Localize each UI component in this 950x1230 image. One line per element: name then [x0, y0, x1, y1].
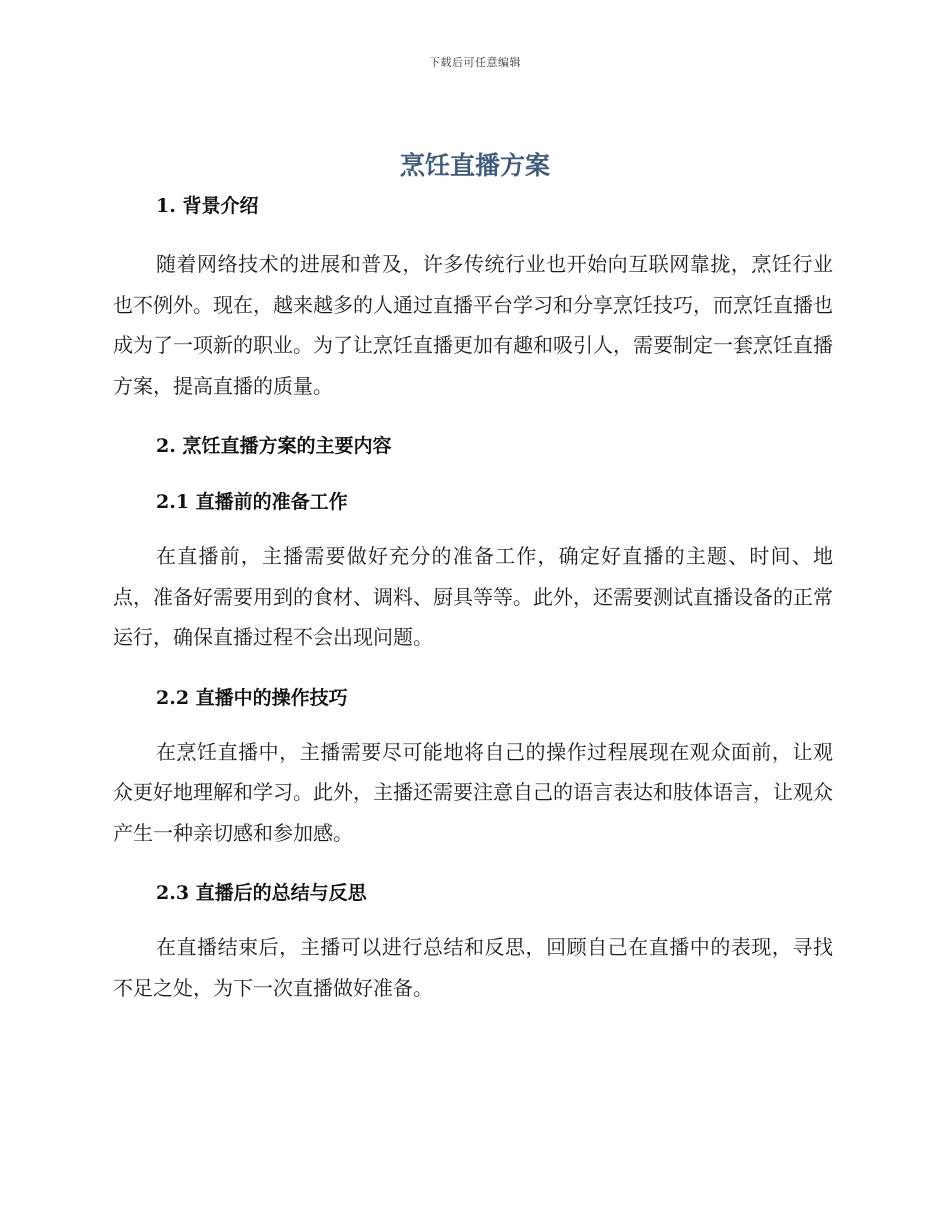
section-paragraph-preparation: 在直播前，主播需要做好充分的准备工作，确定好直播的主题、时间、地点，准备好需要用到的食材、调料、厨具等等。此外，还需要测试直播设备的正常运行，确保直播过程不会出现问题。 — [113, 544, 833, 649]
section-paragraph-summary: 在直播结束后，主播可以进行总结和反思，回顾自己在直播中的表现，寻找不足之处，为下一次直播做好准备。 — [113, 935, 833, 1000]
document-body — [113, 190, 833, 1008]
section-heading-background: 1. 背景介绍 — [156, 195, 259, 217]
section-heading-preparation: 2.1 直播前的准备工作 — [156, 491, 348, 513]
document-title: 烹饪直播方案 — [399, 151, 550, 180]
section-heading-live-techniques: 2.2 直播中的操作技巧 — [156, 686, 348, 709]
header-note: 下载后可任意编辑 — [429, 56, 521, 69]
section-heading-summary: 2.3 直播后的总结与反思 — [156, 882, 367, 904]
section-heading-main-content: 2. 烹饪直播方案的主要内容 — [156, 435, 392, 457]
section-paragraph-live-techniques: 在烹饪直播中，主播需要尽可能地将自己的操作过程展现在观众面前，让观众更好地理解和学习。此外，主播还需要注意自己的语言表达和肢体语言，让观众产生一种亲切感和参加感。 — [113, 739, 833, 845]
section-paragraph-background: 随着网络技术的进展和普及，许多传统行业也开始向互联网靠拢，烹饪行业也不例外。现在，越来越多的人通过直播平台学习和分享烹饪技巧，而烹饪直播也成为了一项新的职业。为了让烹饪直播更加有趣和吸引人，需要制定一套烹饪直播方案，提高直播的质量。 — [113, 252, 833, 398]
